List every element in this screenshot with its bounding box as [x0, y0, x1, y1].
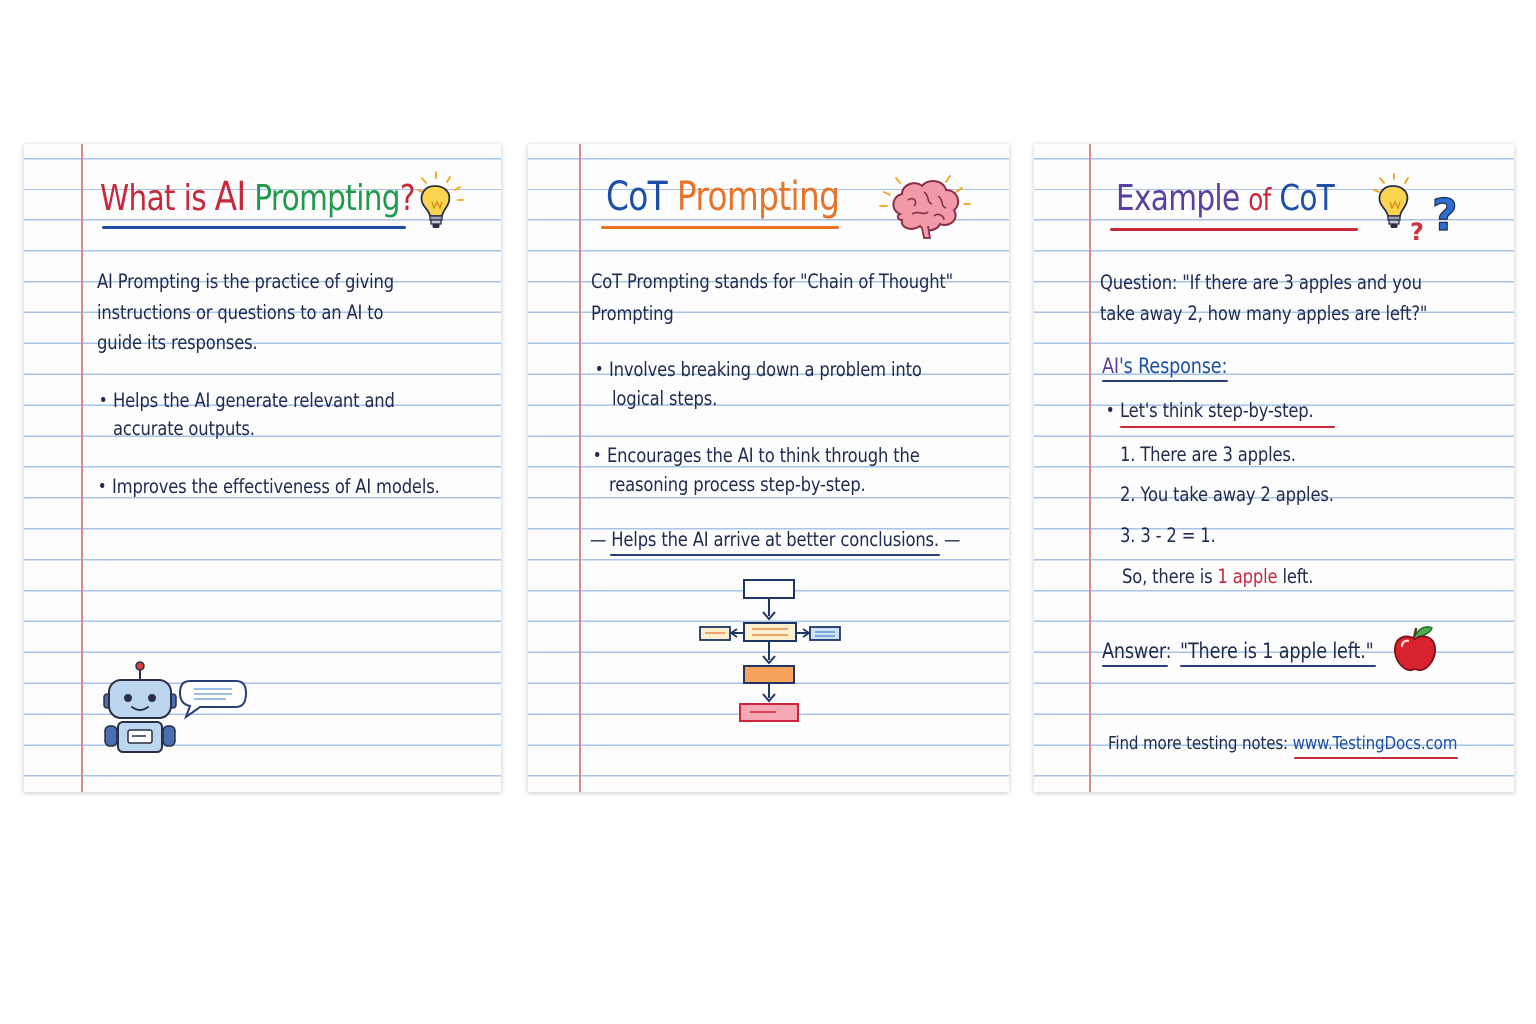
- svg-text:?: ?: [1410, 218, 1424, 246]
- margin-line: [81, 144, 83, 792]
- title-part-ai: AI: [214, 174, 246, 220]
- answer-text: "There is 1 apple left.": [1180, 639, 1374, 663]
- title-part-prompting: Prompting: [254, 178, 400, 219]
- bullet-2-line-1: • Improves the effectiveness of AI models.: [112, 472, 440, 502]
- response-label: [1102, 351, 1227, 381]
- question-line-2: take away 2, how many apples are left?": [1100, 302, 1428, 325]
- question-line-1: Question: "If there are 3 apples and you: [1100, 271, 1422, 294]
- response-label-underline: [1102, 380, 1228, 382]
- step-2: 2. You take away 2 apples.: [1120, 483, 1334, 506]
- title-part-of: of: [1248, 183, 1271, 218]
- title-part-cot: CoT: [606, 174, 668, 220]
- footer-link-underline: [1294, 757, 1458, 759]
- response-label-ai: AI: [1102, 354, 1119, 378]
- bullet-2-line-2: reasoning process step-by-step.: [609, 473, 866, 496]
- title-part-cot: CoT: [1279, 178, 1335, 219]
- svg-text:?: ?: [1432, 190, 1458, 241]
- intro-line-3: guide its responses.: [97, 331, 258, 354]
- footer-link[interactable]: www.TestingDocs.com: [1292, 733, 1458, 754]
- step-by-step-bullet: • Let's think step-by-step.: [1120, 396, 1314, 426]
- title-part-question: ?: [399, 178, 415, 219]
- intro-line-2: Prompting: [591, 302, 674, 325]
- step-1: 1. There are 3 apples.: [1120, 443, 1296, 466]
- so-line-start: So, there is: [1122, 565, 1213, 588]
- bullet-1-line-1: • Involves breaking down a problem into: [609, 355, 922, 385]
- robot-icon: [100, 660, 180, 756]
- so-line-end: left.: [1282, 565, 1314, 588]
- so-line: [1122, 562, 1313, 592]
- intro-line-2: instructions or questions to an AI to: [97, 301, 384, 324]
- apple-icon: [1390, 624, 1440, 674]
- footer-label: Find more testing notes:: [1108, 733, 1288, 754]
- bullet-2-line-1: • Encourages the AI to think through the: [607, 441, 920, 471]
- margin-line: [579, 144, 581, 792]
- card-what-is-ai-prompting: [24, 144, 501, 792]
- bullet-1-line-1: • Helps the AI generate relevant and: [113, 386, 395, 416]
- margin-line: [1089, 144, 1091, 792]
- title-part-prompting: [677, 174, 839, 220]
- card-title: [100, 174, 415, 220]
- answer-label-underline: [1102, 665, 1168, 667]
- conclusion-underline: [610, 554, 940, 556]
- lightbulb-icon: [414, 172, 470, 234]
- card-title: [606, 174, 839, 220]
- title-part-example: Example: [1116, 178, 1240, 219]
- brain-icon: [878, 166, 978, 242]
- answer-label: Answer:: [1102, 639, 1172, 663]
- bullet-1-line-2: accurate outputs.: [113, 417, 255, 440]
- step-3: 3. 3 - 2 = 1.: [1120, 524, 1216, 547]
- card-title: [1116, 178, 1334, 219]
- speech-bubble-icon: [178, 677, 248, 721]
- intro-line-1: AI Prompting is the practice of giving: [97, 270, 394, 293]
- question-mark-icon: [1408, 188, 1460, 244]
- step-by-step-underline: [1120, 426, 1335, 428]
- card-example-of-cot: [1034, 144, 1514, 792]
- conclusion-text: — Helps the AI arrive at better conclusions. —: [590, 528, 961, 551]
- response-label-rest: 's Response:: [1118, 354, 1228, 378]
- title-part-what-is: What is: [100, 178, 206, 219]
- bullet-1-line-2: logical steps.: [612, 387, 718, 410]
- footer-text: [1108, 729, 1457, 759]
- title-underline: [601, 226, 839, 229]
- intro-line-1: CoT Prompting stands for "Chain of Thought": [591, 270, 954, 293]
- title-part-prompting-text: Prompting: [676, 174, 840, 220]
- card-cot-prompting: [528, 144, 1009, 792]
- title-underline: [1110, 228, 1358, 231]
- flowchart-icon: [698, 578, 842, 722]
- so-line-highlight: 1 apple: [1217, 565, 1278, 588]
- title-underline: [102, 226, 406, 229]
- answer-text-underline: [1180, 665, 1376, 667]
